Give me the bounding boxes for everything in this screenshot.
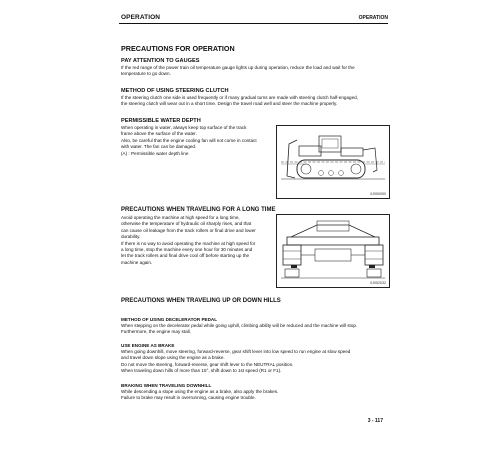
bulldozer-in-water-illustration [277, 126, 389, 198]
text-line: with water. The fan can be damaged. [121, 144, 197, 150]
page-title: PRECAUTIONS FOR OPERATION [121, 44, 235, 53]
text-line: frame above the surface of the water. [121, 131, 197, 137]
figure-long-time-travel [276, 214, 390, 288]
text-line: When operating in water, always keep top surface of the track [121, 125, 247, 130]
paragraph-decelerator-pedal [121, 323, 389, 336]
text-line: durability. [121, 234, 141, 240]
paragraph-steering-clutch [121, 95, 389, 108]
text-line: Also, be careful that the engine cooling fan will not come in contact [121, 137, 257, 143]
heading-decelerator-pedal: METHOD OF USING DECELERATOR PEDAL [121, 317, 218, 322]
text-line: and travel down slope using the engine as a brake. [121, 355, 225, 361]
heading-water-depth: PERMISSIBLE WATER DEPTH [121, 118, 201, 124]
text-line: If the steering clutch one side is used frequently or if many gradual turns are made with steering clutch half-engaged, [121, 95, 358, 100]
text-line: let the track rollers and final drive cool off before starting up the [121, 253, 250, 259]
text-line: While descending a slope using the engine as a brake, also apply the brakes. [121, 389, 279, 394]
header-divider [119, 23, 388, 24]
text-line: Furthermore, the engine may stall. [121, 329, 191, 335]
text-line: If the red range of the power train oil temperature gauge lights up during operation, reduce the load and wait for the [121, 65, 355, 70]
heading-steering-clutch: METHOD OF USING STEERING CLUTCH [121, 88, 229, 94]
text-line: When going downhill, move steering, forward-reverse, gear shift lever into low speed to run engine at slow speed [121, 349, 351, 354]
text-line: a long time, stop the machine every one hour for 30 minutes and [121, 247, 253, 253]
text-line: machine again. [121, 259, 153, 265]
heading-traveling-hills: PRECAUTIONS WHEN TRAVELING UP OR DOWN HILLS [121, 298, 281, 304]
paragraph-gauges [121, 65, 389, 78]
page-number: 3 - 117 [367, 418, 383, 424]
text-line: When traveling down hills of more than 15°, shift down to 1st speed (R1 or F1). [121, 368, 282, 374]
heading-engine-as-brake: USE ENGINE AS BRAKE [121, 343, 175, 348]
paragraph-braking-downhill [121, 389, 389, 402]
paragraph-engine-as-brake [121, 349, 389, 375]
figure-id: 0J050050 [370, 192, 386, 196]
text-line: can cause oil leakage from the track rollers or final drive and lower [121, 227, 256, 233]
heading-long-time-travel: PRECAUTIONS WHEN TRAVELING FOR A LONG TIME [121, 207, 276, 213]
figure-id: 0J052032 [370, 281, 386, 285]
text-line: When stepping on the decelerator pedal while going uphill, climbing ability will be reduced and the machine will stop. [121, 323, 358, 328]
undercarriage-illustration [277, 215, 389, 287]
heading-braking-downhill: BRAKING WHEN TRAVELING DOWNHILL [121, 383, 212, 388]
header-section-title: OPERATION [121, 14, 161, 21]
heading-gauges: PAY ATTENTION TO GAUGES [121, 58, 200, 64]
figure-water-depth [276, 125, 390, 199]
text-line: (A) : Permissible water depth line [121, 150, 189, 156]
header-section-title-right: OPERATION [358, 15, 388, 21]
text-line: Do not move the steering, forward-reverse, gear shift lever to the NEUTRAL position. [121, 361, 294, 367]
text-line: temperature to go down. [121, 71, 171, 77]
text-line: otherwise the temperature of hydraulic oil sharply rises, and that [121, 221, 252, 227]
text-line: the steering clutch will wear out in a short time. Design the travel road well and steer the machine properly. [121, 101, 338, 107]
paragraph-long-time-travel [121, 215, 273, 266]
paragraph-water-depth [121, 125, 273, 157]
text-line: Failure to brake may result in overrunning, causing engine trouble. [121, 395, 256, 401]
text-line: Avoid operating the machine at high speed for a long time, [121, 215, 240, 220]
text-line: If there is no way to avoid operating the machine at high speed for [121, 240, 256, 246]
